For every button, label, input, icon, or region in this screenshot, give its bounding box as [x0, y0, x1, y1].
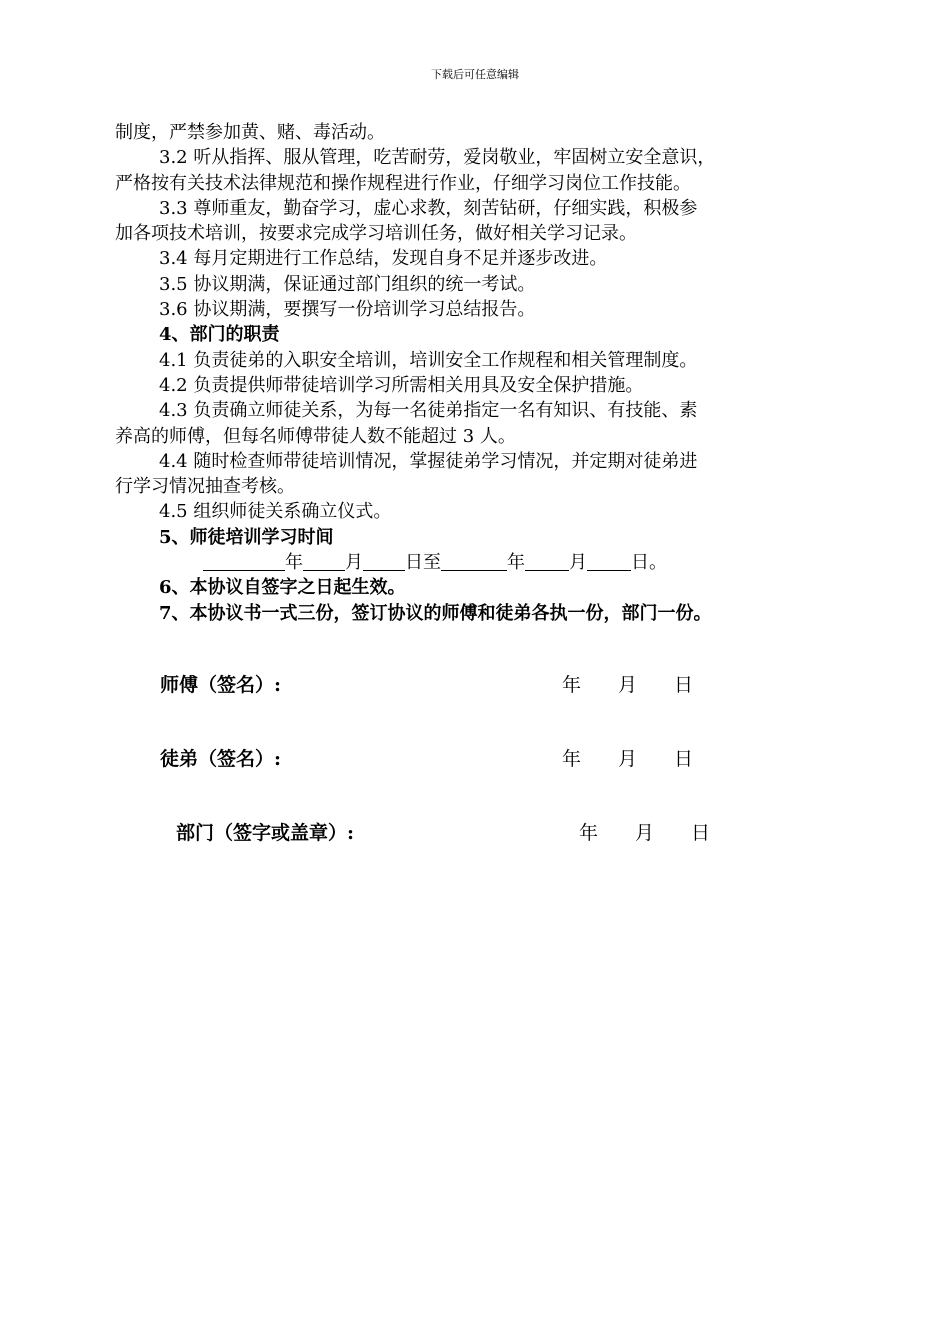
- text-line: 3.2 听从指挥、服从管理，吃苦耐劳，爱岗敬业，牢固树立安全意识，: [159, 147, 716, 169]
- blank-end-day[interactable]: [587, 552, 631, 571]
- period-day-to-label: 日至: [405, 552, 441, 574]
- section-heading: 4、部门的职责: [159, 324, 280, 346]
- blank-end-year[interactable]: [441, 552, 507, 571]
- text-line: 4.4 随时检查师带徒培训情况，掌握徒弟学习情况，并定期对徒弟进: [159, 450, 698, 472]
- date-year-label: 年: [562, 674, 582, 696]
- text-line: 4.5 组织师徒关系确立仪式。: [159, 501, 392, 523]
- blank-start-month[interactable]: [303, 552, 345, 571]
- date-month-label: 月: [618, 674, 638, 696]
- apprentice-signature-date: [562, 747, 730, 771]
- master-signature-date: [562, 673, 730, 697]
- section-heading: 7、本协议书一式三份，签订协议的师傅和徒弟各执一份，部门一份。: [159, 602, 712, 624]
- text-line: 4.2 负责提供师带徒培训学习所需相关用具及安全保护措施。: [159, 374, 644, 396]
- master-signature-label: 师傅（签名）:: [160, 674, 282, 696]
- text-line: 养高的师傅，但每名师傅带徒人数不能超过 3 人。: [115, 425, 516, 447]
- date-month-label: 月: [635, 822, 655, 844]
- apprentice-signature-label: 徒弟（签名）:: [160, 748, 282, 770]
- training-period-line: [115, 550, 835, 575]
- blank-end-month[interactable]: [525, 552, 569, 571]
- date-month-label: 月: [618, 748, 638, 770]
- date-year-label: 年: [579, 822, 599, 844]
- text-line: 4.3 负责确立师徒关系，为每一名徒弟指定一名有知识、有技能、素: [159, 400, 698, 422]
- period-year-label: 年: [285, 552, 303, 574]
- date-day-label: 日: [674, 748, 694, 770]
- section-heading: 6、本协议自签字之日起生效。: [159, 577, 406, 599]
- text-line: 3.3 尊师重友，勤奋学习，虚心求教，刻苦钻研，仔细实践，积极参: [159, 197, 698, 219]
- text-line: 3.6 协议期满，要撰写一份培训学习总结报告。: [159, 299, 536, 321]
- period-end-label: 日。: [631, 552, 667, 574]
- text-line: 制度，严禁参加黄、赌、毒活动。: [115, 122, 385, 143]
- document-body: [115, 120, 835, 626]
- date-day-label: 日: [691, 822, 711, 844]
- section-heading: 5、师徒培训学习时间: [159, 526, 334, 548]
- department-signature-date: [579, 821, 747, 845]
- header-note: 下载后可任意编辑: [431, 68, 519, 81]
- date-day-label: 日: [674, 674, 694, 696]
- period-month-label: 月: [569, 552, 587, 574]
- date-year-label: 年: [562, 748, 582, 770]
- apprentice-signature-row: [160, 747, 281, 771]
- department-signature-label: 部门（签字或盖章）:: [176, 822, 355, 844]
- department-signature-row: [176, 821, 354, 845]
- text-line: 3.5 协议期满，保证通过部门组织的统一考试。: [159, 273, 536, 295]
- text-line: 严格按有关技术法律规范和操作规程进行作业，仔细学习岗位工作技能。: [115, 172, 691, 194]
- text-line: 3.4 每月定期进行工作总结，发现自身不足并逐步改进。: [159, 248, 608, 270]
- text-line: 加各项技术培训，按要求完成学习培训任务，做好相关学习记录。: [115, 223, 637, 245]
- period-month-label: 月: [345, 552, 363, 574]
- period-year-label: 年: [507, 552, 525, 574]
- text-line: 行学习情况抽查考核。: [115, 476, 295, 498]
- master-signature-row: [160, 673, 281, 697]
- text-line: 4.1 负责徒弟的入职安全培训，培训安全工作规程和相关管理制度。: [159, 349, 698, 371]
- blank-start-year[interactable]: [203, 552, 285, 571]
- blank-start-day[interactable]: [363, 552, 405, 571]
